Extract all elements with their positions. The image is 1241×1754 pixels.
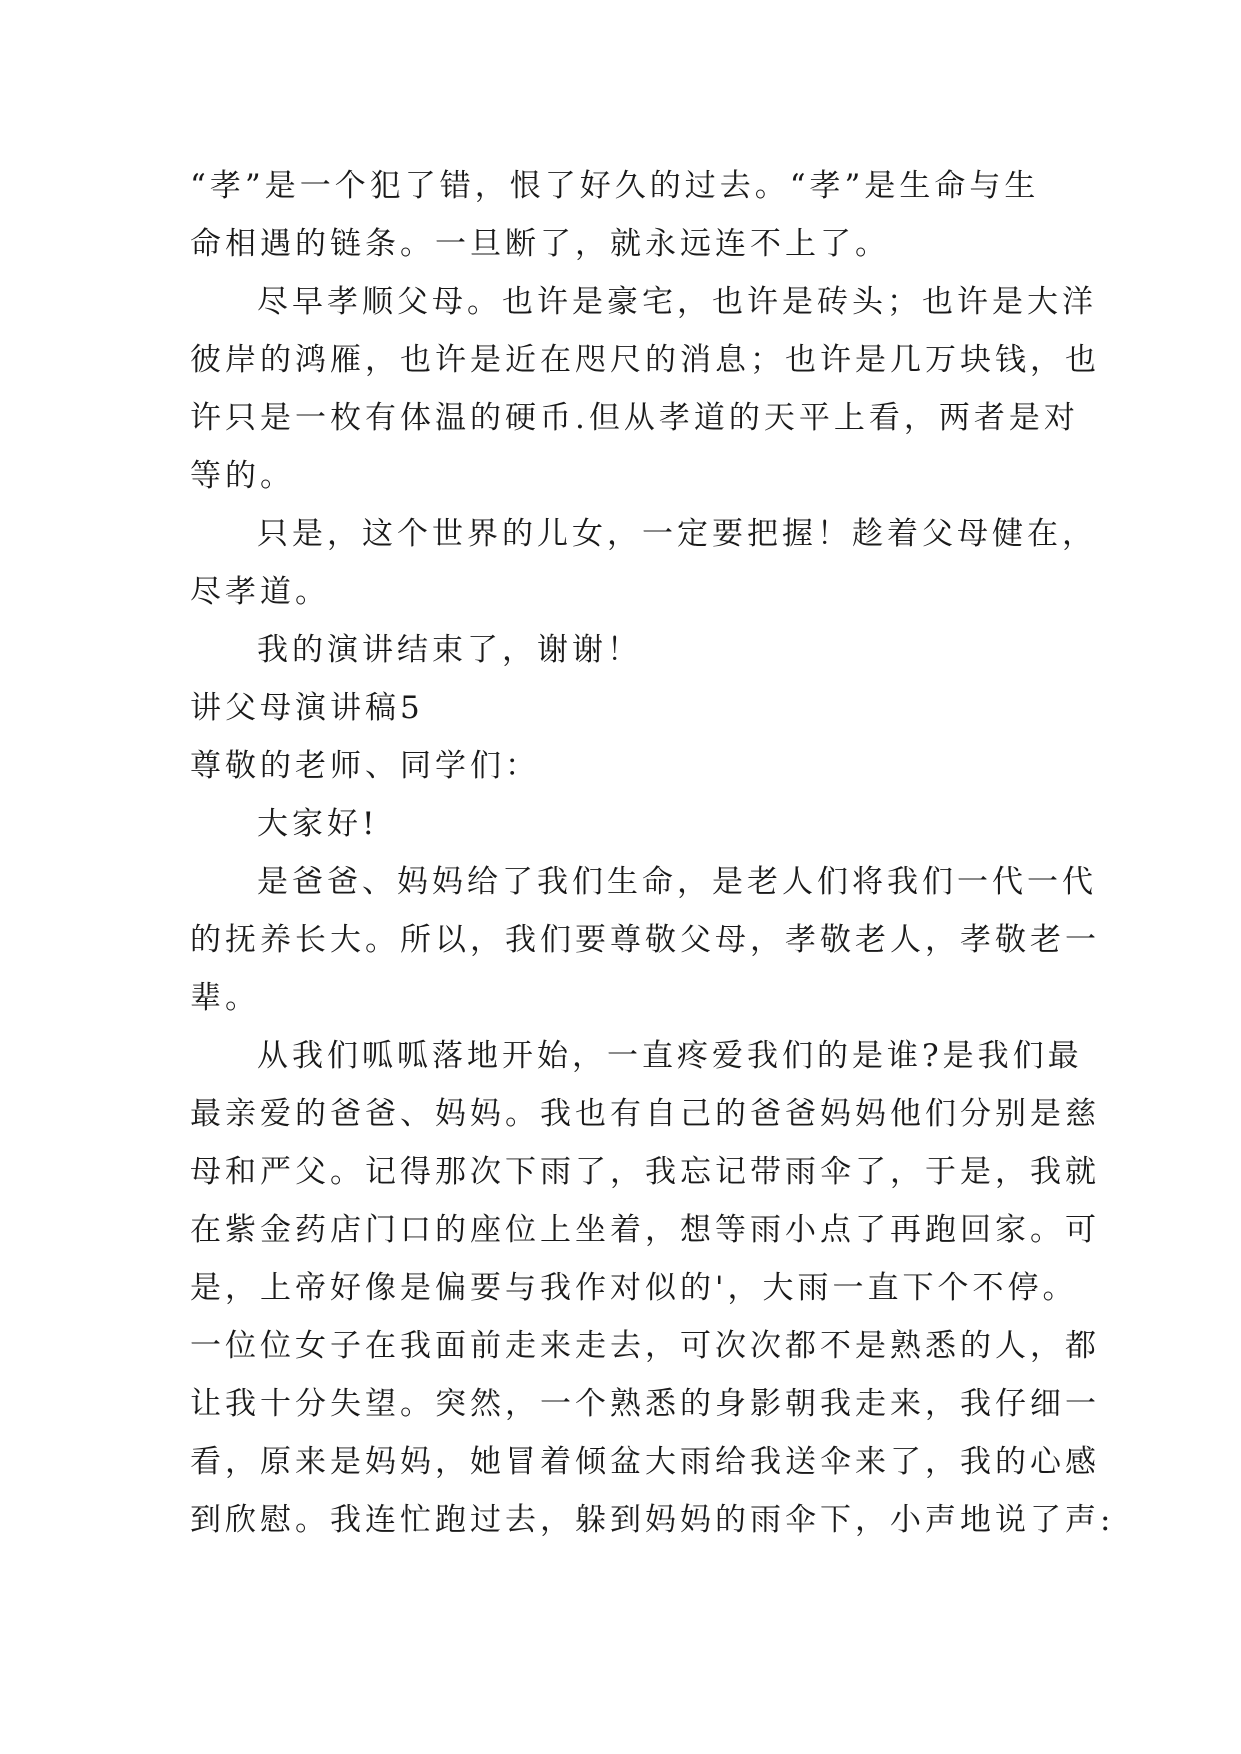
paragraph-line: 尽孝道。 — [190, 574, 330, 610]
paragraph-line: 让我十分失望。突然，一个熟悉的身影朝我走来，我仔细一 — [190, 1386, 1100, 1422]
section-title: 讲父母演讲稿5 — [190, 690, 424, 726]
paragraph-line: 的抚养长大。所以，我们要尊敬父母，孝敬老人，孝敬老一 — [190, 922, 1100, 958]
paragraph-line: 看，原来是妈妈，她冒着倾盆大雨给我送伞来了，我的心感 — [190, 1444, 1100, 1480]
paragraph-line: 母和严父。记得那次下雨了，我忘记带雨伞了，于是，我就 — [190, 1154, 1100, 1190]
paragraph-line: 最亲爱的爸爸、妈妈。我也有自己的爸爸妈妈他们分别是慈 — [190, 1096, 1100, 1132]
paragraph-line: 彼岸的鸿雁，也许是近在咫尺的消息；也许是几万块钱，也 — [190, 342, 1100, 378]
paragraph-line: “孝”是一个犯了错，恨了好久的过去。“孝”是生命与生 — [190, 168, 1040, 204]
paragraph-line: 辈。 — [190, 980, 260, 1016]
paragraph-line: 一位位女子在我面前走来走去，可次次都不是熟悉的人，都 — [190, 1328, 1100, 1364]
paragraph-line: 只是，这个世界的儿女，一定要把握！趁着父母健在， — [257, 516, 1097, 552]
paragraph-line: 等的。 — [190, 458, 295, 494]
paragraph-line: 是，上帝好像是偏要与我作对似的'，大雨一直下个不停。 — [190, 1270, 1078, 1306]
paragraph-line: 我的演讲结束了，谢谢！ — [257, 632, 642, 668]
paragraph-line: 到欣慰。我连忙跑过去，躲到妈妈的雨伞下，小声地说了声: — [190, 1502, 1115, 1538]
paragraph-line: 许只是一枚有体温的硬币.但从孝道的天平上看，两者是对 — [190, 400, 1079, 436]
paragraph-line: 是爸爸、妈妈给了我们生命，是老人们将我们一代一代 — [257, 864, 1097, 900]
paragraph-line: 尽早孝顺父母。也许是豪宅，也许是砖头；也许是大洋 — [257, 284, 1097, 320]
paragraph-line: 命相遇的链条。一旦断了，就永远连不上了。 — [190, 226, 890, 262]
paragraph-line: 在紫金药店门口的座位上坐着，想等雨小点了再跑回家。可 — [190, 1212, 1100, 1248]
paragraph-line: 从我们呱呱落地开始，一直疼爱我们的是谁?是我们最 — [257, 1038, 1083, 1074]
greeting: 大家好! — [257, 806, 379, 842]
salutation: 尊敬的老师、同学们： — [190, 748, 540, 784]
